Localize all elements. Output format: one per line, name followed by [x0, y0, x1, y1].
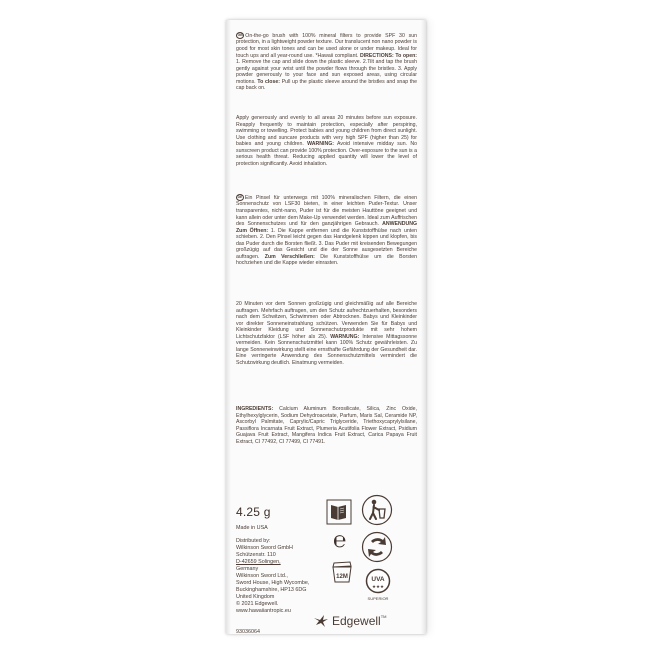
en-directions-label: DIRECTIONS: — [359, 52, 394, 59]
de-warning-label: WARNUNG: — [330, 333, 360, 340]
de-intro: Ein Pinsel für unterwegs mit 100% mineralischen Filtern, die einen Sonnenschutz von LSF30 bieten, in einer leichten Puder-Textur. Unser transparentes, nicht-nano, Puder ist für die meisten Hauttöne geeignet und kann allein oder unter dem Make-Up verwendet werden. Ideal zum Auffrischen des Sonnenschutzes und für den ganzjährigen Gebrauch. — [236, 194, 417, 228]
en-intro: On-the-go brush with 100% mineral filters to provide SPF 30 sun protection, in a lightweight powder texture. Our translucent non nano powder is good for most skin tones and can be used alone or under makeup. Ideal for touch ups and all year-round use. *Hawaii compliant. — [236, 32, 417, 59]
ingredients-list — [236, 406, 417, 445]
distributor-line-2: Schützenstr. 110 — [236, 552, 276, 558]
en-directions-text: 1. Remove the cap and slide down the plastic sleeve. 2.Tilt and tap the brush gently against your wrist until the powder flows through the bristles. 3. Apply powder generously to your face and sun exposed areas, using circular motions. — [236, 59, 417, 85]
net-weight-unit: g — [263, 505, 271, 519]
english-description — [236, 32, 417, 92]
distributor-line-6: Sword House, High Wycombe, — [236, 580, 310, 586]
made-in: Made in USA — [236, 525, 268, 531]
net-weight — [236, 505, 271, 519]
brand-name: Edgewell — [332, 614, 381, 628]
pao-jar-icon — [329, 560, 355, 584]
distributor-line-4: Germany — [236, 566, 259, 572]
website: www.hawaiiantropic.eu — [236, 608, 291, 614]
edgewell-logo — [313, 614, 386, 628]
german-description — [236, 194, 417, 267]
packaging-panel — [226, 20, 426, 634]
de-directions-text: 1. Die Kappe entfernen und die Kunststoffhülse nach unten schieben. 2. Den Pinsel leicht gegen das Handgelenk kippen und klopfen, bis das Puder durch die Borsten fließt. 3. Das Puder mit kreisenden Bewegungen großzügig auf das Gesicht und die der Sonne ausgesetzten Bereiche auftragen. — [236, 227, 417, 260]
de-to-close-text: Die Kunststoffhülse um die Borsten hochziehen und die Kappe wieder einrasten. — [236, 253, 417, 267]
tidyman-icon — [361, 494, 393, 526]
en-warning-text: Avoid intensive midday sun. No sunscreen product can provide 100% protection. Over-exposure to the sun is a serious health threat. Reducing applied quantity will lower the level of protection significantly. Avoid inhalation. — [236, 141, 418, 167]
uva-seal-icon — [363, 568, 393, 608]
net-weight-value: 4.25 — [236, 505, 261, 519]
german-warnings — [236, 301, 417, 366]
distributor-label: Distributed by: — [236, 538, 271, 544]
distributor-line-1: Wilkinson Sword GmbH — [236, 545, 293, 551]
en-to-open-label: To open: — [395, 52, 417, 59]
de-application-text: 20 Minuten vor dem Sonnen großzügig und gleichmäßig auf alle Bereiche auftragen. Mehrfach auftragen, um den Schutz aufrechtzuerhalten, besonders nach dem Schwitzen, Schwimmen oder Abtrocknen. Babys und Kleinkinder vor direkter Sonneneinstrahlung schützen. Verwenden Sie für Babys und Kleinkinder Kleidung und Sonnenschutzprodukte mit sehr hohem Lichtschutzfaktor (LSF höher als 25). — [236, 301, 417, 340]
distributor-line-3: D-42659 Solingen, — [236, 559, 281, 565]
language-badge-de: DE — [237, 195, 243, 199]
en-to-close-label: To close: — [257, 78, 280, 85]
edgewell-wordmark — [332, 614, 386, 628]
uva-label: UVA — [371, 576, 385, 583]
de-to-close-label: Zum Verschließen: — [264, 253, 315, 260]
edgewell-bird-icon — [313, 614, 329, 628]
distributor-line-5: Wilkinson Sword Ltd., — [236, 573, 288, 579]
uva-rating: SUPERIOR — [367, 596, 389, 601]
de-directions-label: ANWENDUNG Zum Öffnen: — [236, 221, 417, 234]
english-warnings — [236, 115, 417, 167]
recycle-icon — [361, 531, 393, 563]
copyright: © 2021 Edgewell. — [236, 601, 279, 607]
en-to-close-text: Pull up the plastic sleeve around the bristles and snap the cap back on. — [236, 78, 418, 92]
uva-stars: ★★★ — [371, 585, 385, 590]
product-code: 93036064 — [236, 629, 260, 635]
brand-tm: TM — [380, 614, 387, 619]
estimated-sign-icon: ℮ — [333, 527, 347, 552]
panel-edge-left — [226, 20, 231, 634]
en-warning-label: WARNING: — [307, 141, 334, 148]
en-application-text: Apply generously and evenly to all areas 20 minutes before sun exposure. Reapply frequently to maintain protection, especially after perspiring, swimming or towelling. Protect babies and young children from direct sunlight. Use clothing and suncare products with very high SPF (higher than 25) for babies and young children. — [236, 115, 417, 148]
language-badge-gb: GB — [237, 33, 243, 37]
leaflet-icon — [326, 499, 352, 525]
distributor-line-7: Buckinghamshire, HP13 6DG — [236, 587, 307, 593]
pao-label: 12M — [336, 574, 348, 580]
panel-edge-right — [421, 20, 426, 634]
ingredients-text: Calcium Aluminum Borosilicate, Silica, Zinc Oxide, Ethylhexylglycerin, Sodium Dehydroacetate, Parfum, Maris Sal, Ceramide NP, Ascorbyl Palmitate, Caprylic/Capric Triglyceride, Triethoxycaprylylsilane, Passiflora Incarnata Fruit Extract, Plumeria Acutifolia Flower Extract, Psidium Guajava Fruit Extract, Mangifera Indica Fruit Extract, Carica Papaya Fruit Extract, CI 77492, CI 77499, CI 77491. — [236, 406, 417, 445]
distributor-line-8: United Kingdom — [236, 594, 275, 600]
de-warning-text: Intensive Mittagssonne vermeiden. Kein Sonnenschutzmittel kann 100% Schutz gewährleisten. Zu lange Sonneneinwirkung stellt eine ernsthafte Gefährdung der Gesundheit dar. Eine verringerte Anwendung des Sonnenschutzmittels vermindert die Schutzwirkung deutlich. Einatmung vermeiden. — [236, 333, 417, 366]
ingredients-label: INGREDIENTS: — [236, 406, 274, 412]
